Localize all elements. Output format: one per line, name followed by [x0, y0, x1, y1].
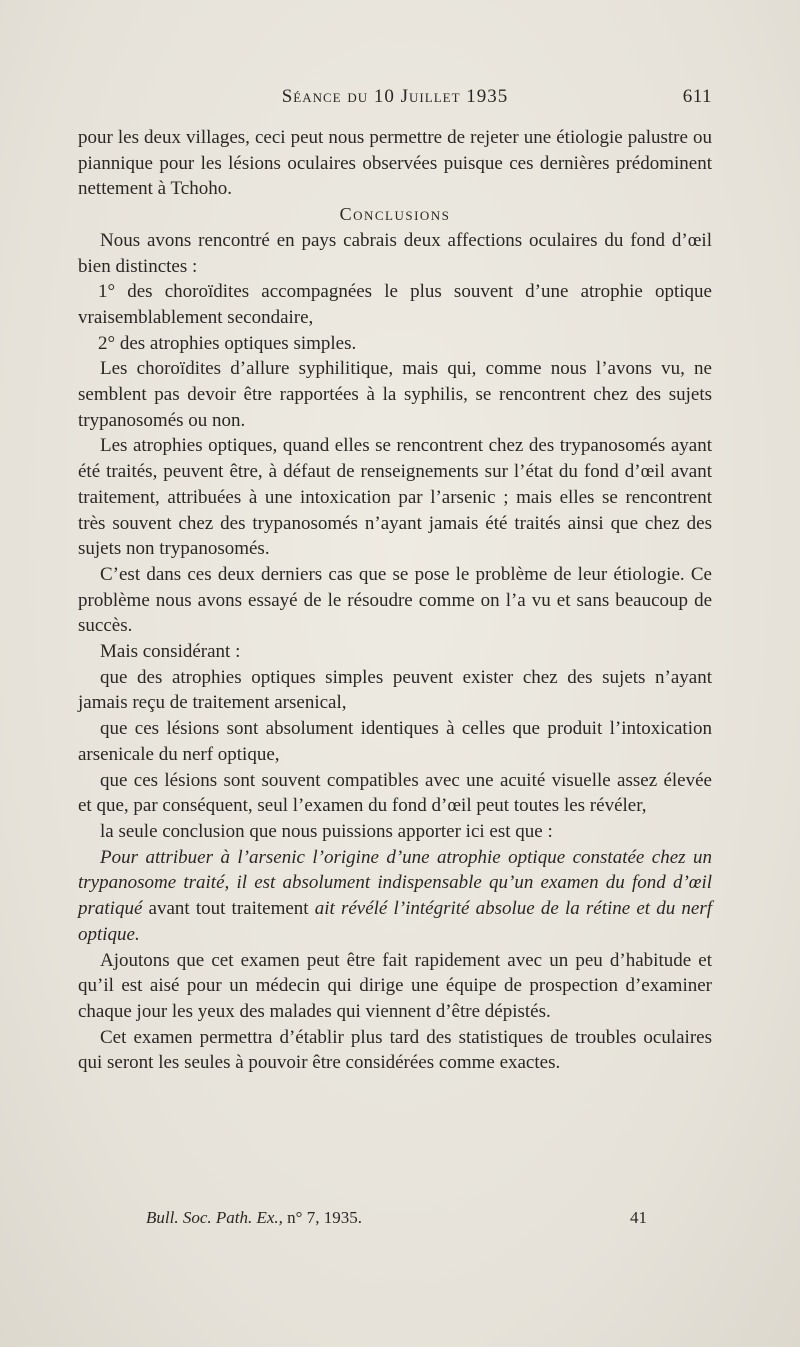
conclusion-roman-text: avant tout traitement	[142, 898, 315, 920]
paragraph: que ces lésions sont souvent compatibles avec une acuité visuelle assez élevée et que, par conséquent, seul l’examen du fond d’œil peut toutes les révéler,	[78, 769, 712, 817]
paragraph: pour les deux villages, ceci peut nous permettre de rejeter une étiologie palustre ou piannique pour les lésions oculaires observées puisque ces dernières prédominent nettement à Tchoho.	[78, 127, 712, 200]
paragraph: que ces lésions sont absolument identiques à celles que produit l’intoxication arsenicale du nerf optique,	[78, 718, 712, 765]
paragraph: Ajoutons que cet examen peut être fait rapidement avec un peu d’habitude et qu’il est aisé pour un médecin qui dirige une équipe de prospection d’examiner chaque jour les yeux des malades qui viennent d’être dépistés.	[78, 949, 712, 1022]
list-item: 1° des choroïdites accompagnées le plus souvent d’une atrophie optique vraisemblablement secondaire,	[78, 281, 712, 328]
paragraph: Nous avons rencontré en pays cabrais deux affections oculaires du fond d’œil bien distinctes :	[78, 229, 712, 277]
list-item: 2° des atrophies optiques simples.	[98, 332, 357, 354]
conclusion-paragraph	[78, 845, 712, 948]
body-text	[78, 125, 712, 1076]
page-number: 611	[682, 86, 712, 107]
paragraph: Cet examen permettra d’établir plus tard des statistiques de troubles oculaires qui seront les seules à pouvoir être considérées comme exactes.	[78, 1026, 712, 1074]
signature-mark: 41	[630, 1208, 647, 1227]
conclusion-italic-text: Pour attribuer à l’arsenic l’origine d’une atrophie optique constatée chez un trypanosome traité, il est absolument indispensable qu’un examen du fond d’œil pratiqué	[78, 846, 712, 920]
citation-issue: n° 7, 1935.	[282, 1208, 362, 1227]
section-title: Conclusions	[339, 204, 451, 225]
paragraph: que des atrophies optiques simples peuvent exister chez des sujets n’ayant jamais reçu de traitement arsenical,	[78, 666, 712, 714]
citation-journal: Bull. Soc. Path. Ex.,	[146, 1208, 283, 1227]
paragraph: C’est dans ces deux derniers cas que se pose le problème de leur étiologie. Ce problème nous avons essayé de le résoudre comme on l’a vu et sans beaucoup de succès.	[78, 563, 712, 637]
journal-citation	[146, 1208, 362, 1228]
paragraph: Mais considérant :	[100, 641, 241, 663]
running-title: Séance du 10 Juillet 1935	[281, 86, 509, 107]
page-footer	[78, 1208, 712, 1234]
paragraph: Les choroïdites d’allure syphilitique, mais qui, comme nous l’avons vu, ne semblent pas devoir être rapportées à la syphilis, se rencontrent chez des sujets trypanosomés ou non.	[78, 358, 712, 431]
conclusion-italic-text-end: ait révélé l’intégrité absolue de la rétine et du nerf optique.	[78, 898, 712, 945]
paragraph: Les atrophies optiques, quand elles se rencontrent chez des trypanosomés ayant été traités, peuvent être, à défaut de renseignements sur l’état du fond d’œil avant traitement, attribuées à une intoxication par l’arsenic ; mais elles se rencontrent très souvent chez des trypanosomés n’ayant jamais été traités ainsi que chez des sujets non trypanosomés.	[78, 435, 712, 560]
paragraph: la seule conclusion que nous puissions apporter ici est que :	[100, 820, 553, 842]
running-header	[78, 86, 712, 114]
